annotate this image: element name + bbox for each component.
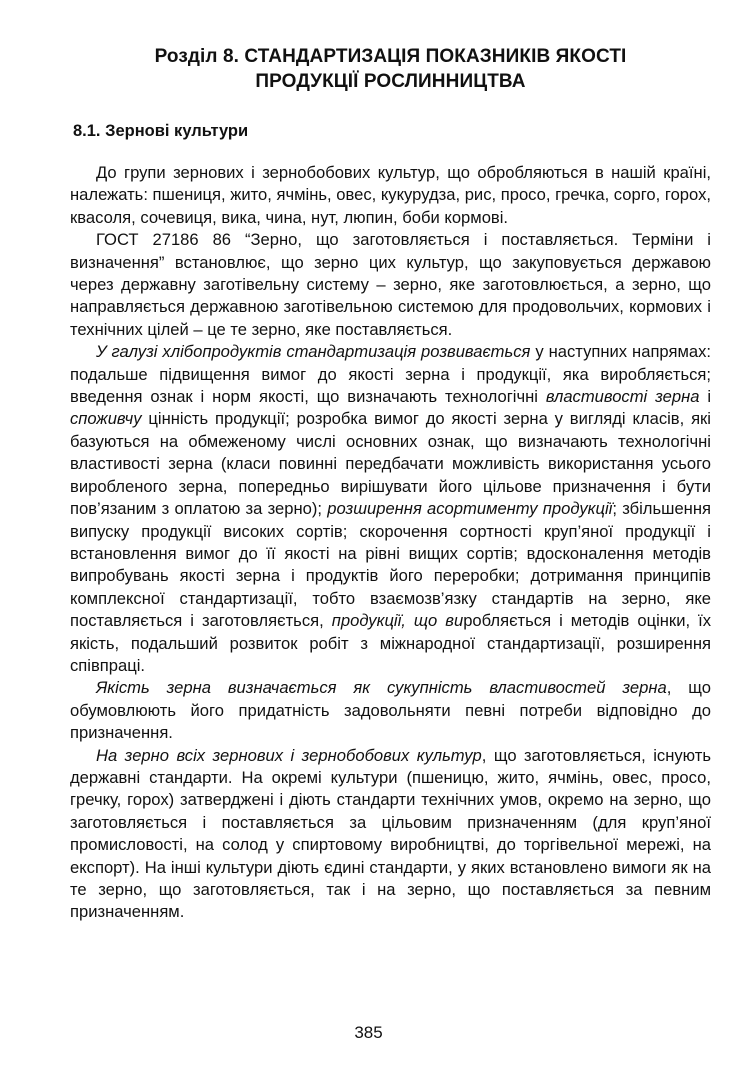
text-run: ГОСТ 27186 86 “Зерно, що заготовляється і поставляється. Терміни і визначення” встановлює, що зерно цих культур, що закуповується державою через державну заготівельну систему – зерно, яке заготовлюється, а зерно, що направляється державною заготівельною системою для продовольчих, кормових і технічних цілей – це те зерно, яке поставляється. <box>70 230 711 339</box>
paragraph-1 <box>70 162 711 229</box>
chapter-title-line-2: ПРОДУКЦІЇ РОСЛИННИЦТВА <box>255 71 526 92</box>
page-number: 385 <box>354 1023 383 1042</box>
italic-run: Якість зерна визначається як сукупність властивостей зерна <box>96 678 667 698</box>
text-run: цінність продукції; розробка вимог до якості зерна у вигляді класів, які базуються на обмеженому числі основних ознак, що визначають технологічні властивості зерна (класи повинні передбачати можливість використання усього виробленого зерна, попередньо вирішувати його цільове призначення і бути пов’язаним з оплатою за зерно); <box>70 409 711 519</box>
chapter-title <box>70 44 711 94</box>
text-run: у наступних напрямах: подальше підвищення вимог до якості зерна і продукції, яка виробляється; введення ознак і норм якості, що визначають технологічні <box>70 342 711 407</box>
text-run: , що заготовляється, існують державні стандарти. На окремі культури (пшеницю, жито, ячмінь, овес, просо, гречку, горох) затверджені і діють стандарти технічних умов, окремо на зерно, що заготовляється і поставляється за цільовим призначенням (для круп’яної промисловості, на солод у спиртовому виробництві, до торгівельної мережі, на експорт). На інші культури діють єдині стандарти, у яких встановлено вимоги як на те зерно, що заготовляється, так і на зерно, що поставляється за певним призначенням. <box>70 745 711 922</box>
italic-run: споживчу <box>70 409 142 429</box>
section-title: 8.1. Зернові культури <box>73 122 249 140</box>
italic-run: На зерно всіх зернових і зернобобових культур <box>96 745 482 765</box>
paragraph-4 <box>70 677 711 744</box>
paragraph-2 <box>70 229 711 341</box>
book-page <box>70 44 711 924</box>
chapter-title-line-1: Розділ 8. СТАНДАРТИЗАЦІЯ ПОКАЗНИКІВ ЯКОСТІ <box>154 46 627 67</box>
text-run: робляється і методів оцінки, їх якість, подальший розвиток робіт з міжнародної стандартизації, розширення співпраці. <box>70 611 711 675</box>
body-text <box>70 162 711 924</box>
text-run: , що обумовлюють його придатність задовольняти певні потреби відповідно до призначення. <box>70 678 711 743</box>
italic-run: властивості зерна <box>545 387 700 407</box>
italic-run: продукції, що ви <box>331 611 464 631</box>
paragraph-5 <box>70 745 711 924</box>
italic-run: У галузі хлібопродуктів стандартизація розвивається <box>96 342 531 362</box>
text-run: До групи зернових і зернобобових культур, що обробляються в нашій країні, належать: пшениця, жито, ячмінь, овес, кукурудза, рис, просо, гречка, сорго, горох, квасоля, сочевиця, вика, чина, нут, люпин, боби кормові. <box>70 163 711 227</box>
text-run: і <box>699 387 712 407</box>
paragraph-3 <box>70 341 711 677</box>
italic-run: розширення асортименту продукції <box>327 499 613 519</box>
text-run: ; збільшення випуску продукції високих сортів; скорочення сортності круп’яної продукції і встановлення вимог до її якості на рівні вищих сортів; вдосконалення методів випробувань якості зерна і продуктів його переробки; дотримання принципів комплексної стандартизації, тобто взаємозв’язку стандартів на зерно, яке поставляється і заготовляється, <box>70 499 711 631</box>
